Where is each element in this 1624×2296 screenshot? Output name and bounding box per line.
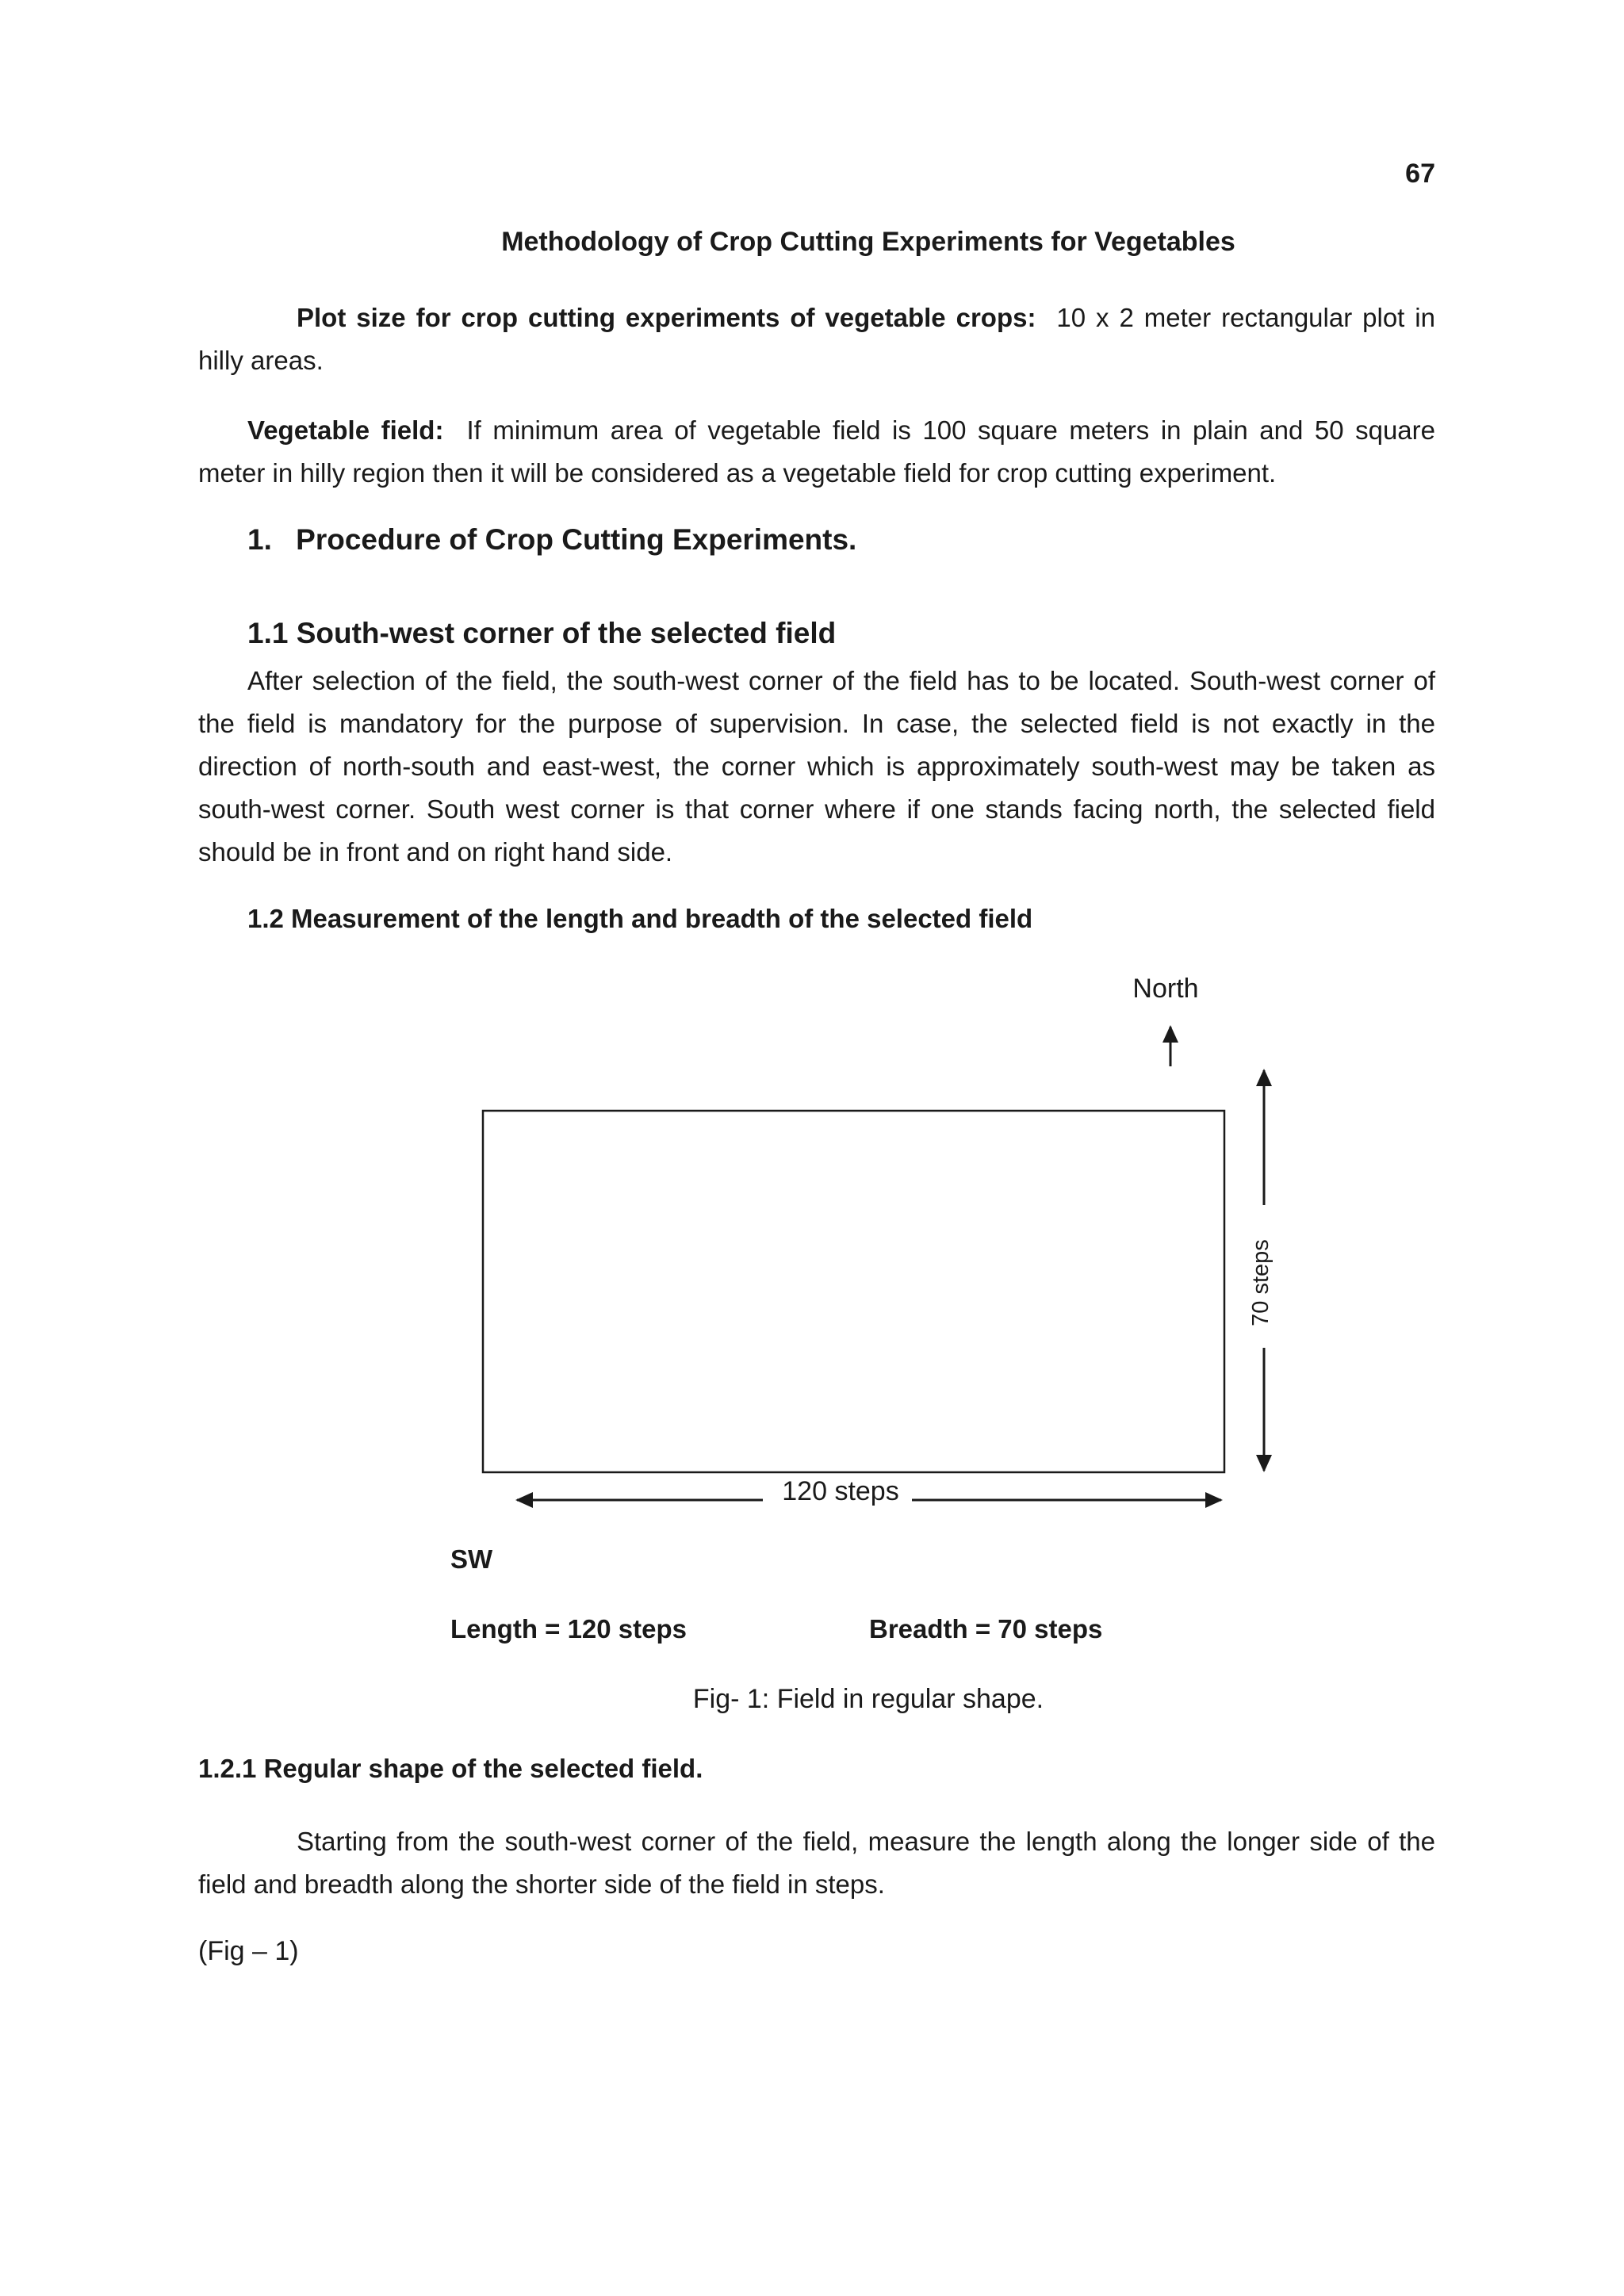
section-1-1-paragraph: After selection of the field, the south-west corner of the field has to be located. South-west corner of the field is mandatory for the purpose of supervision. In case, the selected field is not exactly in the direction of north-south and east-west, the corner which is approximately south-west may be taken as south-west corner. South west corner is that corner where if one stands facing north, the selected field should be in front and on right hand side. — [198, 666, 1435, 867]
breadth-measure: Breadth = 70 steps — [869, 1614, 1103, 1644]
page-title: Methodology of Crop Cutting Experiments for Vegetables — [501, 227, 1235, 257]
north-label: North — [1132, 974, 1199, 1004]
plot-size-label: Plot size for crop cutting experiments of vegetable crops: — [297, 303, 1036, 332]
field-rectangle — [483, 1111, 1224, 1472]
section-1-2-1-heading: 1.2.1 Regular shape of the selected field. — [198, 1754, 703, 1783]
section-1-number: 1. — [247, 523, 272, 556]
sw-corner-label: SW — [450, 1544, 493, 1574]
length-measure: Length = 120 steps — [450, 1614, 688, 1644]
section-1-1-heading: 1.1 South-west corner of the selected field — [247, 617, 837, 649]
figure-reference: (Fig – 1) — [198, 1936, 299, 1966]
plot-size-text: 10 x 2 meter rectangular plot in hilly areas. — [198, 303, 1435, 375]
length-arrow-label: 120 steps — [782, 1476, 899, 1506]
section-1-2-heading: 1.2 Measurement of the length and breadth of the selected field — [247, 904, 1033, 933]
section-1-2-1-paragraph: Starting from the south-west corner of the field, measure the length along the longer side of the field and breadth along the shorter side of the field in steps. — [198, 1827, 1435, 1899]
vegetable-field-text: If minimum area of vegetable field is 100 square meters in plain and 50 square meter in hilly region then it will be considered as a vegetable field for crop cutting experiment. — [198, 415, 1435, 488]
figure-caption: Fig- 1: Field in regular shape. — [692, 1684, 1044, 1714]
vegetable-field-label: Vegetable field: — [247, 415, 444, 445]
section-1-title: Procedure of Crop Cutting Experiments. — [296, 523, 857, 556]
page-number: 67 — [1405, 159, 1435, 189]
breadth-arrow-label: 70 steps — [1248, 1239, 1274, 1326]
